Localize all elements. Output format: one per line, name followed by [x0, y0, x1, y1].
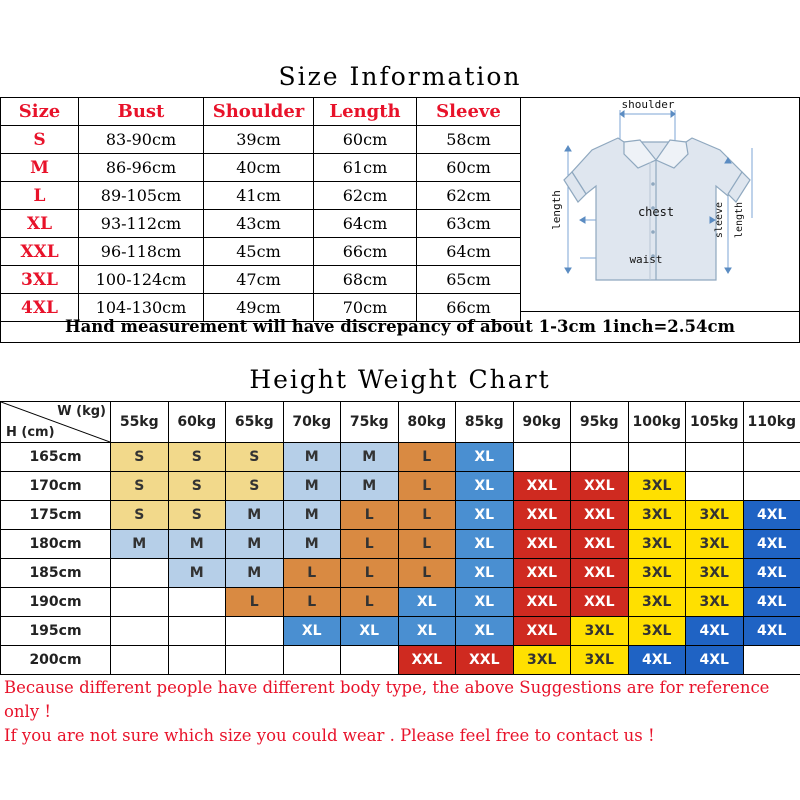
size-recommendation-cell: 3XL — [686, 530, 744, 559]
size-recommendation-cell: L — [341, 530, 399, 559]
table-row — [1, 210, 521, 238]
table-row — [1, 530, 800, 559]
column-header-weight: 105kg — [686, 402, 744, 443]
axis-label-weight: W (kg) — [57, 404, 106, 419]
size-recommendation-cell: 3XL — [571, 646, 629, 675]
table-row — [1, 154, 521, 182]
column-header-shoulder: Shoulder — [204, 98, 314, 126]
diagram-sleeve-label: sleeve — [714, 201, 725, 239]
measurement-cell: 66cm — [417, 294, 521, 322]
size-recommendation-cell — [111, 617, 169, 646]
size-recommendation-cell: S — [111, 501, 169, 530]
size-recommendation-cell — [341, 646, 399, 675]
size-recommendation-cell — [111, 588, 169, 617]
size-recommendation-cell: XXL — [513, 530, 571, 559]
size-recommendation-cell: M — [111, 530, 169, 559]
table-row — [1, 472, 800, 501]
size-recommendation-cell: L — [398, 530, 456, 559]
table-row — [1, 501, 800, 530]
size-recommendation-cell: L — [341, 501, 399, 530]
size-recommendation-cell: XXL — [398, 646, 456, 675]
size-recommendation-cell — [168, 588, 226, 617]
size-recommendation-cell: XL — [341, 617, 399, 646]
size-recommendation-cell: S — [111, 472, 169, 501]
column-header-weight: 65kg — [226, 402, 284, 443]
size-recommendation-cell: M — [283, 443, 341, 472]
measurement-cell: 41cm — [204, 182, 314, 210]
measurement-cell: 68cm — [314, 266, 417, 294]
height-weight-table — [0, 401, 800, 675]
size-recommendation-cell — [686, 472, 744, 501]
size-recommendation-cell — [283, 646, 341, 675]
size-recommendation-cell: 4XL — [743, 530, 800, 559]
size-recommendation-cell: M — [226, 530, 284, 559]
size-information-title: Size Information — [278, 62, 522, 91]
height-weight-section — [0, 362, 800, 675]
size-recommendation-cell: S — [168, 443, 226, 472]
size-recommendation-cell: XXL — [456, 646, 514, 675]
size-recommendation-cell: 3XL — [571, 617, 629, 646]
column-header-weight: 60kg — [168, 402, 226, 443]
size-recommendation-cell: XL — [398, 617, 456, 646]
size-recommendation-cell: 3XL — [686, 588, 744, 617]
table-header-row — [1, 98, 521, 126]
measurement-cell: 65cm — [417, 266, 521, 294]
size-recommendation-cell — [743, 472, 800, 501]
measurement-note: Hand measurement will have discrepancy of about 1-3cm 1inch=2.54cm — [0, 312, 800, 343]
column-header-weight: 80kg — [398, 402, 456, 443]
size-cell: XXL — [1, 238, 79, 266]
size-recommendation-cell: 3XL — [628, 530, 686, 559]
size-recommendation-cell: XXL — [571, 501, 629, 530]
size-recommendation-cell — [226, 617, 284, 646]
disclaimer-line-2: If you are not sure which size you could wear . Please feel free to contact us ! — [4, 726, 655, 745]
measurement-cell: 89-105cm — [79, 182, 204, 210]
size-recommendation-cell: S — [226, 472, 284, 501]
size-recommendation-cell — [111, 559, 169, 588]
measurement-cell: 39cm — [204, 126, 314, 154]
size-cell: S — [1, 126, 79, 154]
size-recommendation-cell: XXL — [513, 472, 571, 501]
column-header-weight: 85kg — [456, 402, 514, 443]
size-recommendation-cell: 4XL — [686, 646, 744, 675]
diagram-sleeve-length-label: length — [734, 201, 745, 239]
size-recommendation-cell: M — [283, 501, 341, 530]
size-recommendation-cell: XXL — [571, 559, 629, 588]
size-recommendation-cell: M — [283, 530, 341, 559]
table-row — [1, 182, 521, 210]
size-recommendation-cell: L — [341, 559, 399, 588]
size-recommendation-cell: 3XL — [628, 472, 686, 501]
measurement-cell: 40cm — [204, 154, 314, 182]
size-recommendation-cell: L — [398, 501, 456, 530]
size-recommendation-cell: S — [111, 443, 169, 472]
measurement-cell: 62cm — [417, 182, 521, 210]
column-header-weight: 75kg — [341, 402, 399, 443]
measurement-cell: 47cm — [204, 266, 314, 294]
row-header-height: 165cm — [1, 443, 111, 472]
size-recommendation-cell: L — [398, 472, 456, 501]
size-recommendation-cell: M — [226, 559, 284, 588]
row-header-height: 175cm — [1, 501, 111, 530]
size-recommendation-cell — [168, 646, 226, 675]
size-recommendation-cell: XL — [456, 617, 514, 646]
measurement-cell: 96-118cm — [79, 238, 204, 266]
size-recommendation-cell: S — [168, 472, 226, 501]
size-recommendation-cell: M — [168, 559, 226, 588]
size-recommendation-cell: XL — [398, 588, 456, 617]
size-recommendation-cell: 3XL — [686, 559, 744, 588]
size-recommendation-cell: XL — [456, 559, 514, 588]
size-recommendation-cell: M — [283, 472, 341, 501]
size-cell: XL — [1, 210, 79, 238]
table-row — [1, 238, 521, 266]
size-cell: L — [1, 182, 79, 210]
measurement-cell: 61cm — [314, 154, 417, 182]
size-recommendation-cell: 3XL — [686, 501, 744, 530]
table-row — [1, 126, 521, 154]
size-information-section — [0, 58, 800, 343]
column-header-weight: 100kg — [628, 402, 686, 443]
measurement-cell: 63cm — [417, 210, 521, 238]
size-recommendation-cell: XL — [456, 530, 514, 559]
size-recommendation-cell: L — [283, 588, 341, 617]
column-header-weight: 90kg — [513, 402, 571, 443]
size-recommendation-cell: M — [341, 443, 399, 472]
measurement-cell: 64cm — [314, 210, 417, 238]
size-recommendation-cell: L — [226, 588, 284, 617]
size-recommendation-cell: 4XL — [743, 501, 800, 530]
size-recommendation-cell: 4XL — [686, 617, 744, 646]
column-header-length: Length — [314, 98, 417, 126]
measurement-cell: 83-90cm — [79, 126, 204, 154]
measurement-cell: 100-124cm — [79, 266, 204, 294]
size-recommendation-cell: XL — [456, 501, 514, 530]
diagram-length-label: length — [550, 190, 563, 230]
size-recommendation-cell: XXL — [513, 588, 571, 617]
size-recommendation-cell — [226, 646, 284, 675]
measurement-cell: 66cm — [314, 238, 417, 266]
size-recommendation-cell: 4XL — [743, 559, 800, 588]
size-recommendation-cell: XL — [456, 443, 514, 472]
size-recommendation-cell: 4XL — [743, 617, 800, 646]
column-header-weight: 70kg — [283, 402, 341, 443]
row-header-height: 170cm — [1, 472, 111, 501]
measurement-cell: 104-130cm — [79, 294, 204, 322]
diagram-shoulder-label: shoulder — [621, 98, 675, 111]
measurement-cell: 86-96cm — [79, 154, 204, 182]
table-row — [1, 266, 521, 294]
column-header-weight: 95kg — [571, 402, 629, 443]
measurement-cell: 64cm — [417, 238, 521, 266]
table-row — [1, 294, 521, 322]
column-header-sleeve: Sleeve — [417, 98, 521, 126]
axis-label-height: H (cm) — [6, 425, 55, 440]
diagram-chest-label: chest — [637, 205, 675, 219]
measurement-cell: 58cm — [417, 126, 521, 154]
size-recommendation-cell: XL — [456, 588, 514, 617]
measurement-cell: 45cm — [204, 238, 314, 266]
size-recommendation-cell: XXL — [571, 472, 629, 501]
size-recommendation-cell: M — [226, 501, 284, 530]
size-cell: 3XL — [1, 266, 79, 294]
size-recommendation-cell: 4XL — [743, 588, 800, 617]
size-recommendation-cell: L — [398, 443, 456, 472]
row-header-height: 180cm — [1, 530, 111, 559]
column-header-weight: 55kg — [111, 402, 169, 443]
size-recommendation-cell — [686, 443, 744, 472]
table-row — [1, 443, 800, 472]
axis-corner-cell — [1, 402, 111, 443]
size-recommendation-cell — [111, 646, 169, 675]
size-recommendation-cell: S — [226, 443, 284, 472]
row-header-height: 190cm — [1, 588, 111, 617]
size-recommendation-cell: 3XL — [628, 588, 686, 617]
size-recommendation-cell — [168, 617, 226, 646]
table-row — [1, 617, 800, 646]
column-header-bust: Bust — [79, 98, 204, 126]
column-header-size: Size — [1, 98, 79, 126]
table-header-row — [1, 402, 800, 443]
measurement-cell: 43cm — [204, 210, 314, 238]
measurement-cell: 49cm — [204, 294, 314, 322]
size-recommendation-cell — [743, 646, 800, 675]
size-recommendation-cell: XXL — [571, 588, 629, 617]
size-recommendation-cell: XXL — [513, 559, 571, 588]
disclaimer-note — [0, 676, 800, 748]
diagram-waist-label: waist — [629, 253, 663, 266]
size-recommendation-cell: 3XL — [628, 559, 686, 588]
size-recommendation-cell: XXL — [571, 530, 629, 559]
size-recommendation-cell: L — [398, 559, 456, 588]
disclaimer-line-1: Because different people have different body type, the above Suggestions are for reference only ! — [4, 678, 770, 721]
row-header-height: 195cm — [1, 617, 111, 646]
size-recommendation-cell: 3XL — [513, 646, 571, 675]
column-header-weight: 110kg — [743, 402, 800, 443]
size-recommendation-cell: 4XL — [628, 646, 686, 675]
size-cell: 4XL — [1, 294, 79, 322]
size-recommendation-cell — [628, 443, 686, 472]
size-cell: M — [1, 154, 79, 182]
size-recommendation-cell: 3XL — [628, 501, 686, 530]
size-recommendation-cell: XXL — [513, 501, 571, 530]
size-recommendation-cell: XL — [283, 617, 341, 646]
size-recommendation-cell — [513, 443, 571, 472]
garment-measurement-diagram — [520, 97, 800, 312]
measurement-cell: 93-112cm — [79, 210, 204, 238]
measurement-cell: 60cm — [417, 154, 521, 182]
size-recommendation-cell: XL — [456, 472, 514, 501]
measurement-cell: 62cm — [314, 182, 417, 210]
table-row — [1, 646, 800, 675]
size-recommendation-cell: M — [168, 530, 226, 559]
measurement-cell: 60cm — [314, 126, 417, 154]
table-row — [1, 559, 800, 588]
size-recommendation-cell — [743, 443, 800, 472]
size-recommendation-cell — [571, 443, 629, 472]
size-information-table — [0, 97, 521, 322]
size-recommendation-cell: 3XL — [628, 617, 686, 646]
measurement-cell: 70cm — [314, 294, 417, 322]
row-header-height: 200cm — [1, 646, 111, 675]
table-row — [1, 588, 800, 617]
row-header-height: 185cm — [1, 559, 111, 588]
height-weight-title: Height Weight Chart — [249, 365, 551, 394]
size-recommendation-cell: L — [341, 588, 399, 617]
size-recommendation-cell: L — [283, 559, 341, 588]
size-recommendation-cell: M — [341, 472, 399, 501]
size-recommendation-cell: S — [168, 501, 226, 530]
size-recommendation-cell: XXL — [513, 617, 571, 646]
